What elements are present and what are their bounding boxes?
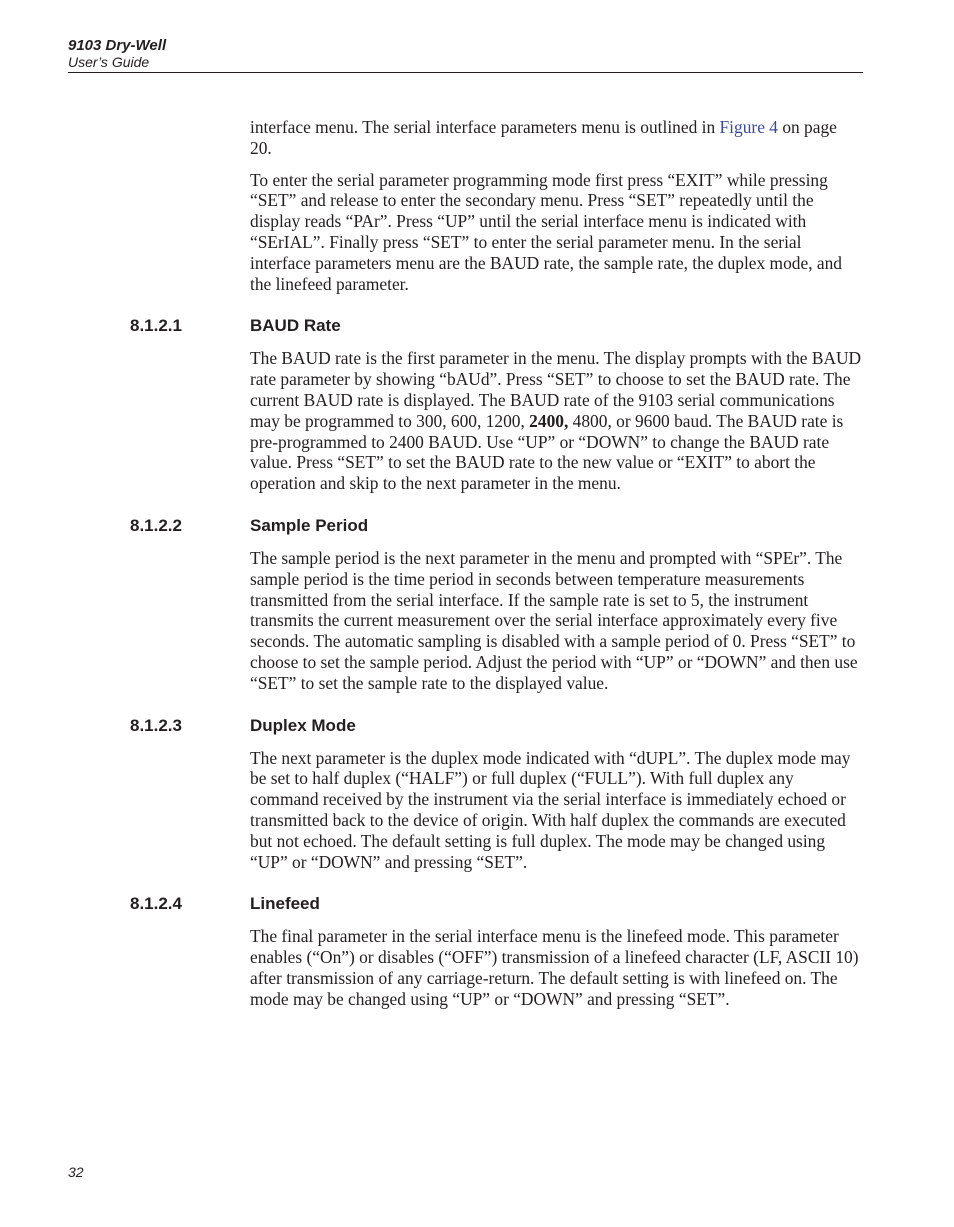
baud-default-value: 2400, [529, 410, 569, 431]
section-number: 8.1.2.1 [130, 316, 182, 336]
section-heading-sample-period [0, 516, 954, 536]
intro-paragraph-2: To enter the serial parameter programming mode first press “EXIT” while pressing “SET” and release to enter the secondary menu. Press “SET” repeatedly until the display reads “PAr”. Press “UP” until the serial interface menu is indicated with “SErIAL”. Finally press “SET” to enter the serial parameter menu. In the serial interface parameters menu are the BAUD rate, the sample rate, the duplex mode, and the linefeed parameter. [250, 169, 842, 294]
intro-text-end: on page 20. [250, 117, 837, 158]
section-heading-baud-rate [0, 316, 954, 336]
section-title: Sample Period [250, 515, 369, 535]
page-content [0, 117, 954, 1021]
section-title: Duplex Mode [250, 715, 356, 735]
product-name: 9103 Dry-Well [68, 37, 167, 54]
intro-paragraph-1 [250, 117, 862, 159]
linefeed-paragraph: The final parameter in the serial interface menu is the linefeed mode. This parameter enables (“On”) or disables (“OFF”) transmission of a linefeed character (LF, ASCII 10) after transmission of any carriage-return. The default setting is with linefeed on. The mode may be changed using “UP” or “DOWN” and pressing “SET”. [250, 926, 859, 1009]
section-number: 8.1.2.3 [130, 715, 182, 735]
baud-text-end: 4800, or 9600 baud. The BAUD rate is pre-programmed to 2400 BAUD. Use “UP” or “DOWN” to change the BAUD rate value. Press “SET” to set the BAUD rate to the new value or “EXIT” to abort the operation and skip to the next parameter in the menu. [250, 410, 844, 494]
section-number: 8.1.2.2 [130, 515, 182, 535]
section-number: 8.1.2.4 [130, 894, 182, 914]
section-heading-duplex-mode [0, 716, 954, 736]
guide-title: User’s Guide [68, 54, 150, 70]
sample-period-paragraph: The sample period is the next parameter in the menu and prompted with “SPEr”. The sample period is the time period in seconds between temperature measurements transmitted from the serial interface. If the sample rate is set to 5, the instrument transmits the current measurement over the serial interface approximately every five seconds. The automatic sampling is disabled with a sample period of 0. Press “SET” to choose to set the sample period. Adjust the period with “UP” or “DOWN” and then use “SET” to set the sample rate to the displayed value. [250, 547, 858, 693]
page-header [68, 37, 863, 73]
section-title: BAUD Rate [250, 316, 341, 336]
section-heading-linefeed [0, 894, 954, 914]
baud-rate-paragraph [250, 348, 862, 494]
page-number: 32 [68, 1164, 84, 1180]
duplex-mode-paragraph: The next parameter is the duplex mode indicated with “dUPL”. The duplex mode may be set to half duplex (“HALF”) or full duplex (“FULL”). With full duplex any command received by the instrument via the serial interface is immediately echoed or transmitted back to the device of origin. With half duplex the commands are executed but not echoed. The default setting is full duplex. The mode may be changed using “UP” or “DOWN” and pressing “SET”. [250, 747, 851, 872]
baud-text: The BAUD rate is the first parameter in the menu. The display prompts with the BAUD rate parameter by showing “bAUd”. Press “SET” to choose to set the BAUD rate. The current BAUD rate is displayed. The BAUD rate of the 9103 serial communications may be programmed to 300, 600, 1200, [250, 348, 862, 431]
intro-text: interface menu. The serial interface parameters menu is outlined in [250, 117, 720, 137]
figure-4-link[interactable]: Figure 4 [719, 117, 778, 137]
section-title: Linefeed [250, 894, 320, 914]
